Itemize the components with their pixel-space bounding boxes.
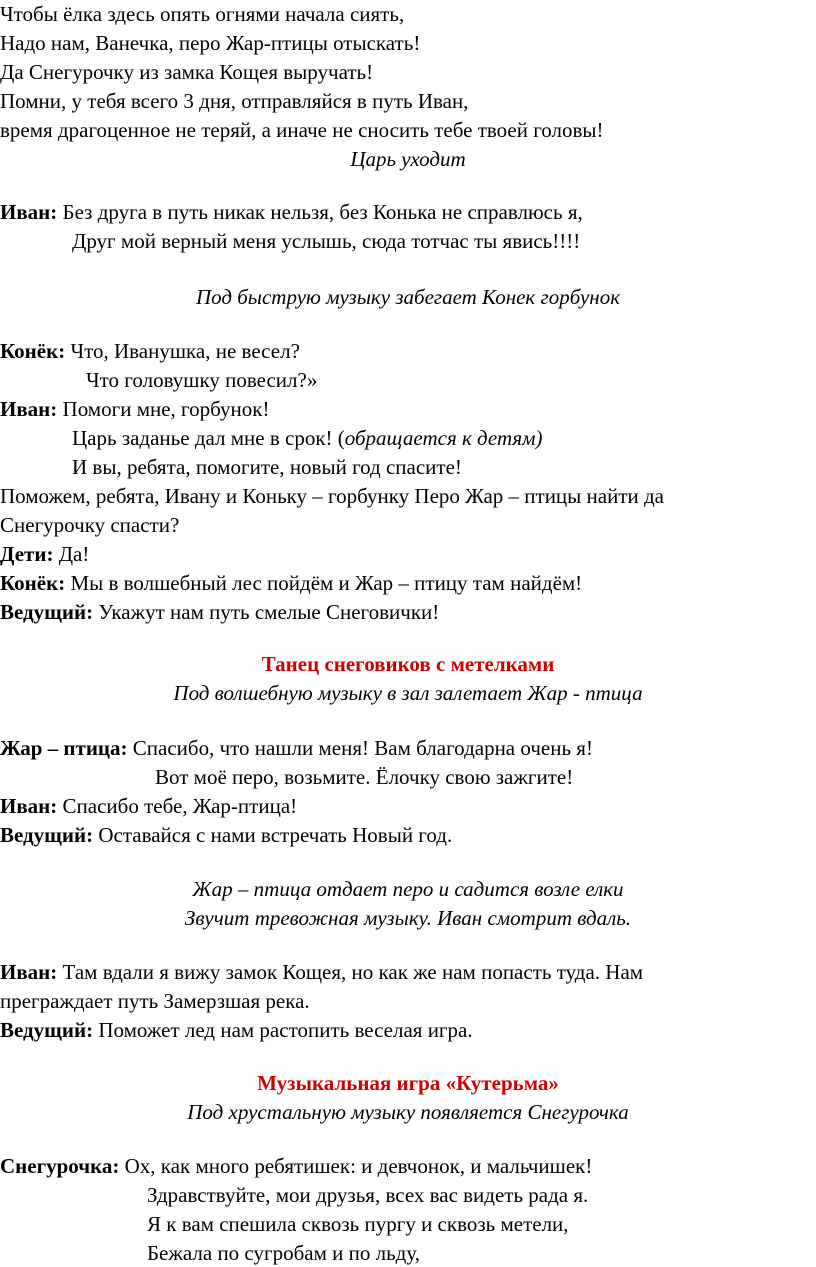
verse-line: Да Снегурочку из замка Кощея выручать! — [0, 60, 374, 84]
speaker-name: Дети: — [0, 542, 54, 566]
speaker-name: Ведущий: — [0, 600, 94, 624]
stage-direction: Звучит тревожная музыку. Иван смотрит вдаль. — [184, 906, 632, 930]
dialogue-text: Мы в волшебный лес пойдём и Жар – птицу там найдём! — [65, 571, 583, 595]
dialogue-line — [0, 337, 300, 365]
dialogue-text: Поможет лед нам растопить веселая игра. — [93, 1018, 473, 1042]
speaker-name: Конёк: — [0, 339, 66, 363]
dialogue-line — [0, 569, 582, 597]
dialogue-line: преграждает путь Замерзшая река. — [0, 989, 310, 1013]
speaker-name: Иван: — [0, 397, 58, 421]
speaker-name: Снегурочка: — [0, 1154, 120, 1178]
dialogue-line — [0, 734, 593, 762]
dialogue-text: Царь заданье дал мне в срок! ( — [72, 426, 345, 450]
dialogue-line: Что головушку повесил?» — [86, 368, 318, 392]
stage-direction: Под волшебную музыку в зал залетает Жар - птица — [173, 681, 643, 705]
dialogue-text: Спасибо, что нашли меня! Вам благодарна очень я! — [127, 736, 593, 760]
stage-direction: Жар – птица отдает перо и садится возле елки — [192, 877, 624, 901]
stage-direction: Под быструю музыку забегает Конек горбунок — [195, 285, 621, 309]
verse-line: время драгоценное не теряй, а иначе не сносить тебе твоей головы! — [0, 118, 604, 142]
dialogue-text: Помоги мне, горбунок! — [57, 397, 270, 421]
dialogue-text: Что, Иванушка, не весел? — [65, 339, 300, 363]
speaker-name: Конёк: — [0, 571, 66, 595]
narration-line: Снегурочку спасти? — [0, 513, 180, 537]
dialogue-text: Да! — [53, 542, 90, 566]
dialogue-line — [0, 792, 297, 820]
dialogue-text: Там вдали я вижу замок Кощея, но как же нам попасть туда. Нам — [57, 960, 644, 984]
dialogue-line — [0, 821, 452, 849]
dialogue-text: Спасибо тебе, Жар-птица! — [57, 794, 298, 818]
section-title: Музыкальная игра «Кутерьма» — [257, 1071, 559, 1095]
dialogue-line: И вы, ребята, помогите, новый год спасите! — [72, 455, 462, 479]
dialogue-line — [0, 1152, 592, 1180]
speaker-name: Иван: — [0, 200, 58, 224]
dialogue-line — [0, 958, 643, 986]
dialogue-line — [0, 198, 583, 226]
verse-line: Чтобы ёлка здесь опять огнями начала сиять, — [0, 2, 405, 26]
speaker-name: Жар – птица: — [0, 736, 128, 760]
dialogue-line: Я к вам спешила сквозь пургу и сквозь метели, — [147, 1212, 569, 1236]
verse-line: Надо нам, Ванечка, перо Жар-птицы отыскать! — [0, 31, 421, 55]
dialogue-line — [0, 395, 269, 423]
speaker-name: Иван: — [0, 794, 58, 818]
verse-line: Помни, у тебя всего 3 дня, отправляйся в путь Иван, — [0, 89, 469, 113]
speaker-name: Ведущий: — [0, 823, 94, 847]
dialogue-line: Вот моё перо, возьмите. Ёлочку свою зажгите! — [155, 765, 574, 789]
stage-direction-inline: обращается к детям) — [344, 426, 543, 450]
section-title: Танец снеговиков с метелками — [261, 652, 555, 676]
dialogue-line: Друг мой верный меня услышь, сюда тотчас ты явись!!!! — [72, 229, 581, 253]
dialogue-line: Здравствуйте, мои друзья, всех вас видеть рада я. — [147, 1183, 589, 1207]
dialogue-line — [72, 424, 543, 452]
dialogue-line: Бежала по сугробам и по льду, — [147, 1241, 420, 1265]
speaker-name: Иван: — [0, 960, 58, 984]
dialogue-text: Ох, как много ребятишек: и девчонок, и мальчишек! — [119, 1154, 593, 1178]
speaker-name: Ведущий: — [0, 1018, 94, 1042]
stage-direction: Царь уходит — [350, 147, 466, 171]
dialogue-text: Оставайся с нами встречать Новый год. — [93, 823, 453, 847]
dialogue-line — [0, 598, 439, 626]
dialogue-line — [0, 1016, 473, 1044]
narration-line: Поможем, ребята, Ивану и Коньку – горбунку Перо Жар – птицы найти да — [0, 484, 664, 508]
dialogue-text: Укажут нам путь смелые Снеговички! — [93, 600, 440, 624]
dialogue-text: Без друга в путь никак нельзя, без Конька не справлюсь я, — [57, 200, 583, 224]
dialogue-line — [0, 540, 89, 568]
stage-direction: Под хрустальную музыку появляется Снегурочка — [187, 1100, 629, 1124]
